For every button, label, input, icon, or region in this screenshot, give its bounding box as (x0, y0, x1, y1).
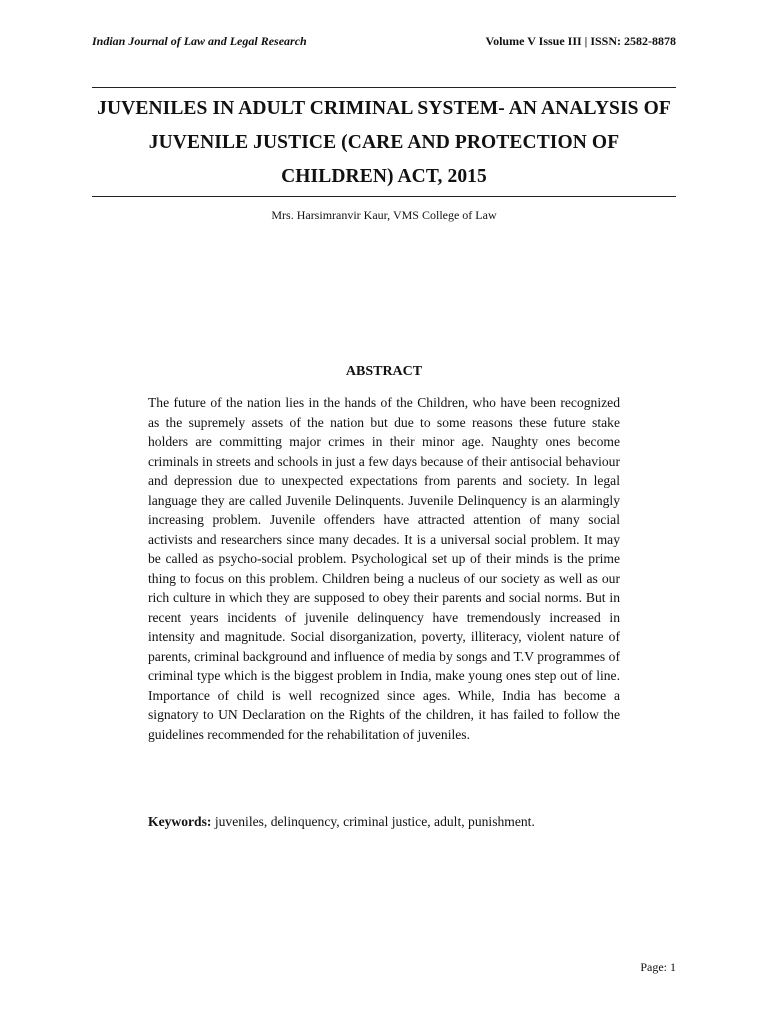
abstract-body: The future of the nation lies in the hands of the Children, who have been recognized as the supremely assets of the nation but due to some reasons these future stake holders are committing major crimes in their minor age. Naughty ones become criminals in streets and schools in just a few days because of their antisocial behaviour and depression due to unexpected expectations from parents and society. In legal language they are called Juvenile Delinquents. Juvenile Delinquency is an alarmingly increasing problem. Juvenile offenders have attracted attention of many social activists and researchers since many decades. It is a universal social problem. It may be called as psycho-social problem. Psychological set up of their minds is the prime thing to focus on this problem. Children being a nucleus of our society as well as our rich culture in which they are supposed to obey their parents and social norms. But in recent years incidents of juvenile delinquency have tremendously increased in intensity and magnitude. Social disorganization, poverty, illiteracy, violent nature of parents, criminal background and influence of media by songs and T.V programmes of criminal type which is the biggest problem in India, make young ones step out of line. Importance of child is well recognized since ages. While, India has become a signatory to UN Declaration on the Rights of the children, it has failed to follow the guidelines recommended for the rehabilitation of juveniles. (148, 395, 620, 742)
abstract-heading: ABSTRACT (345, 364, 423, 379)
author-line: Mrs. Harsimranvir Kaur, VMS College of Law (271, 208, 497, 222)
journal-name: Indian Journal of Law and Legal Research (92, 34, 307, 48)
keywords (148, 812, 620, 832)
keywords-text: juveniles, delinquency, criminal justice, adult, punishment. (214, 814, 535, 829)
paper-title: JUVENILES IN ADULT CRIMINAL SYSTEM- AN ANALYSIS OF JUVENILE JUSTICE (CARE AND PROTECTION OF CHILDREN) ACT, 2015 (97, 98, 671, 187)
page-number: Page: 1 (640, 960, 676, 974)
keywords-label: Keywords: (148, 814, 212, 829)
volume-issn: Volume V Issue III | ISSN: 2582-8878 (485, 34, 676, 48)
title-bottom-rule (92, 196, 676, 197)
title-top-rule (92, 87, 676, 88)
